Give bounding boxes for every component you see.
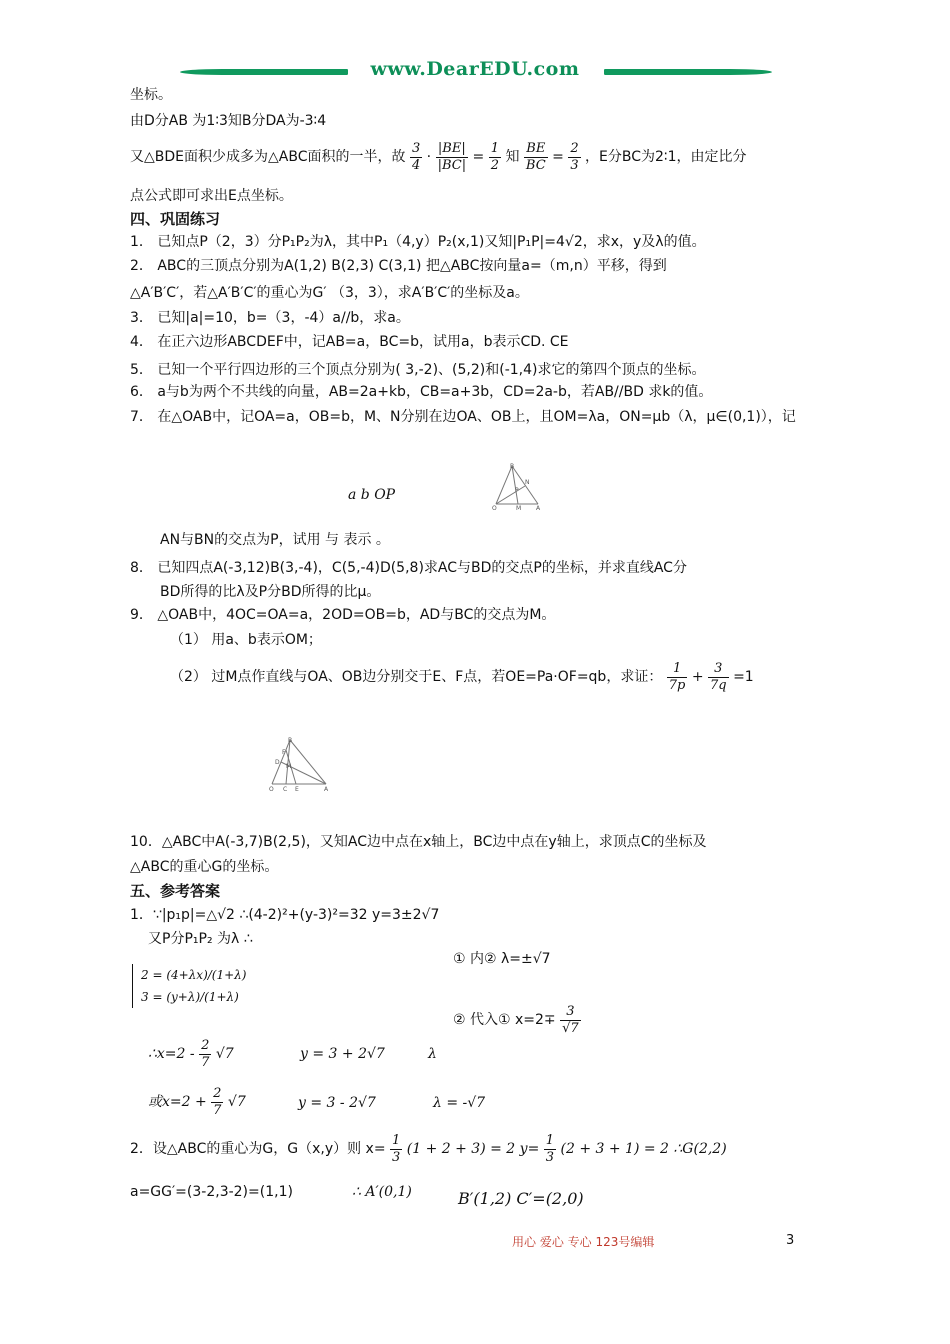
svg-text:F: F (282, 749, 286, 756)
fraction: $\frac{2}{7}$ (201, 1037, 210, 1070)
header-banner (180, 58, 770, 88)
problem-10: 10．△ABC中A(-3,7)B(2,5)，又知AC边中点在x轴上，BC边中点在y轴上，求顶点C的坐标及 (130, 834, 707, 850)
fraction: $\frac{BE}{BC}$ (525, 140, 546, 173)
footer-text: 用心 爱心 专心 123号编辑 (512, 1235, 655, 1249)
text-line: 坐标。 (130, 87, 172, 103)
header-logo: www.DearEDU.com (370, 58, 580, 80)
section-heading: 四、巩固练习 (130, 210, 221, 228)
svg-text:O: O (492, 505, 497, 510)
problem-3: 3． 已知|a|=10，b=（3，-4）a//b，求a。 (130, 310, 410, 326)
fraction: $\frac{2}{7}$ (213, 1085, 222, 1118)
fraction: $\frac{1}{7p}$ (668, 660, 686, 693)
fraction: $\frac{1}{3}$ (392, 1132, 401, 1165)
problem-7-cont: AN与BN的交点为P，试用 与 表示 。 (160, 532, 390, 548)
svg-text:M: M (516, 505, 522, 510)
problem-8: 8． 已知四点A(-3,12)B(3,-4)，C(5,-4)D(5,8)求AC与BD的交点P的坐标，并求直线AC分 (130, 560, 687, 576)
fraction: $\frac{1}{2}$ (490, 140, 500, 173)
fraction: $\frac{2}{3}$ (570, 140, 579, 173)
answer-1-result-2: ② 代入① x=2∓ $\frac{3}{√7}$ (453, 1003, 579, 1036)
problem-2-cont: △A′B′C′，若△A′B′C′的重心为G′ （3，3），求A′B′C′的坐标及a。 (130, 285, 529, 301)
header-right-swoosh (604, 69, 772, 75)
text-segment: 知 (505, 149, 520, 165)
answer-2-a-prime: ∴ A′(0,1) (352, 1184, 412, 1200)
problem-5: 5． 已知一个平行四边形的三个顶点分别为( 3,-2)、(5,2)和(-1,4)求它的第四个顶点的坐标。 (130, 362, 706, 378)
problem-7-vector-names: a b OP (348, 487, 396, 503)
svg-text:A: A (536, 505, 541, 510)
text-line: 由D分AB 为1∶3知B分DA为-3∶4 (130, 113, 327, 129)
section-heading: 五、参考答案 (130, 882, 221, 900)
svg-text:N: N (525, 479, 530, 486)
answer-1-line-2: 又P分P₁P₂ 为λ ∴ (148, 931, 253, 947)
problem-6: 6． a与b为两个不共线的向量，AB=2a+kb，CB=a+3b，CD=2a-b，若AB//BD 求k的值。 (130, 384, 713, 400)
svg-text:O: O (269, 786, 274, 792)
text-line: 点公式即可求出E点坐标。 (130, 188, 293, 204)
problem-7: 7． 在△OAB中，记OA=a，OB=b，M、N分别在边OA、OB上，且OM=λa，ON=μb（λ，μ∈(0,1)），记 (130, 409, 796, 425)
svg-text:B: B (288, 737, 293, 744)
problem-9: 9． △OAB中，4OC=OA=a，2OD=OB=b，AD与BC的交点为M。 (130, 607, 556, 623)
triangle-figure-oab-2 (266, 734, 336, 792)
page-number: 3 (786, 1233, 795, 1248)
svg-text:E: E (295, 786, 299, 792)
problem-9-part-2: （2） 过M点作直线与OA、OB边分别交于E、F点，若OE=Pa·OF=qb，求证： $\frac{1}{7p}$ + $\frac{3}{7q}$ =1 (170, 660, 754, 693)
answer-1-result-1: ① 内② λ=±√7 (453, 951, 551, 967)
answer-1-lambda2: λ = -√7 (433, 1095, 486, 1111)
text-segment: 又△BDE面积少成多为△ABC面积的一半，故 (130, 149, 406, 165)
answer-1-y2: y = 3 - 2√7 (298, 1095, 376, 1111)
fraction: $\frac{3}{7q}$ (710, 660, 727, 693)
answer-1: 1．∵|p₁p|=△√2 ∴(4-2)²+(y-3)²=32 y=3±2√7 (130, 907, 440, 923)
fraction: $\frac{|BE|}{|BC|}$ (437, 140, 467, 173)
svg-text:D: D (275, 759, 280, 766)
svg-text:P: P (515, 487, 519, 494)
problem-8-cont: BD所得的比λ及P分BD所得的比μ。 (160, 584, 381, 600)
header-left-swoosh (180, 69, 348, 75)
problem-2: 2． ABC的三顶点分别为A(1,2) B(2,3) C(3,1) 把△ABC按向量a=（m,n）平移，得到 (130, 258, 667, 274)
fraction: $\frac{3}{4}$ (411, 140, 421, 173)
triangle-figure-oab (490, 460, 546, 510)
answer-1-solution-2: 或x=2 + $\frac{2}{7}$ √7 (148, 1085, 246, 1118)
problem-9-part-1: （1） 用a、b表示OM； (170, 632, 322, 648)
svg-text:M: M (286, 763, 292, 770)
problem-1: 1． 已知点P（2，3）分P₁P₂为λ，其中P₁（4,y）P₂(x,1)又知|P₁P|=4√2，求x，y及λ的值。 (130, 234, 706, 250)
text-segment: ，E分BC为2∶1，由定比分 (585, 149, 747, 165)
svg-text:B: B (510, 463, 515, 470)
problem-10-cont: △ABC的重心G的坐标。 (130, 859, 279, 875)
problem-4: 4． 在正六边形ABCDEF中，记AB=a，BC=b，试用a，b表示CD. CE (130, 334, 569, 350)
equation-system: 2 = (4+λx)/(1+λ) 3 = (y+λ)/(1+λ) (132, 964, 246, 1008)
svg-text:A: A (324, 786, 329, 792)
answer-2: 2．设△ABC的重心为G，G（x,y）则 x= $\frac{1}{3}$ (1 + 2 + 3) = 2 y= $\frac{1}{3}$ (2 + 3 + 1) = 2 ∴G(2,2) (130, 1132, 727, 1165)
answer-1-y1: y = 3 + 2√7 (300, 1046, 385, 1062)
svg-text:C: C (283, 786, 288, 792)
answer-2-bc-prime: B′(1,2) C′=(2,0) (458, 1189, 584, 1208)
answer-1-lambda1: λ (428, 1046, 437, 1062)
fraction: $\frac{1}{3}$ (545, 1132, 555, 1165)
answer-1-solution-1: ∴x=2 - $\frac{2}{7}$ √7 (148, 1037, 234, 1070)
answer-2-vector: a=GG′=(3-2,3-2)=(1,1) (130, 1184, 293, 1200)
text-line-with-fractions: 又△BDE面积少成多为△ABC面积的一半，故 $\frac{3}{4}$ · $\frac{|BE|}{|BC|}$ = $\frac{1}{2}$ 知 $\frac{BE}{BC}$ = $\frac{2}{3}$ ，E分BC为2∶1，由定比分 (130, 140, 747, 173)
fraction: $\frac{3}{√7}$ (562, 1003, 579, 1036)
